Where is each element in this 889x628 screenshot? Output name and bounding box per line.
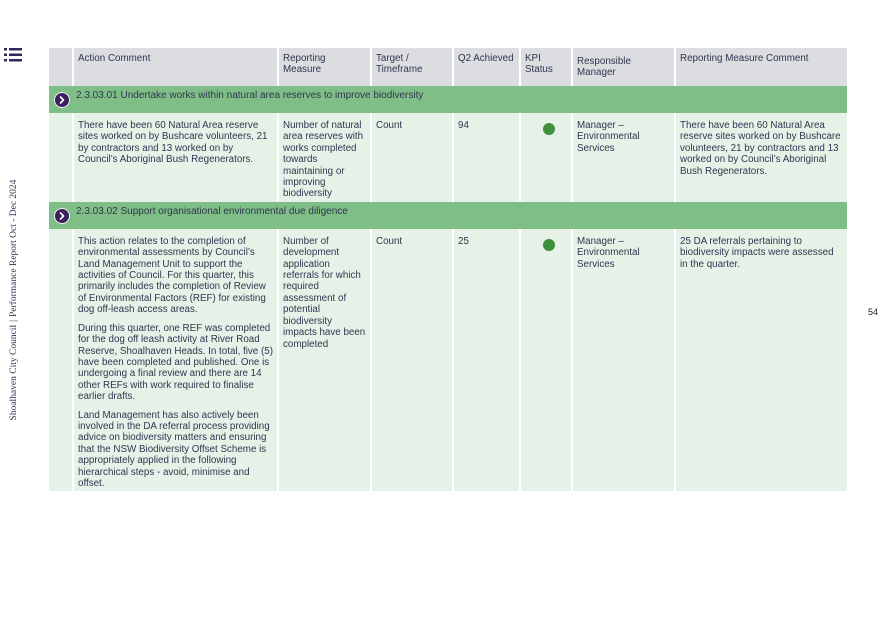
council-name: Shoalhaven City Council [9, 324, 19, 421]
table-row [49, 113, 847, 202]
cell-reporting-measure: Number of development application referrals for which required assessment of potential biodiversity impacts have been completed [278, 229, 371, 492]
page-number: 54 [868, 307, 879, 317]
cell-action-comment: There have been 60 Natural Area reserve sites worked on by Bushcare volunteers, 21 by contractors and 13 worked on by Council’s Aboriginal Bush Regenerators. [73, 113, 278, 202]
kpi-status-dot-icon [543, 123, 555, 135]
sidebar-report-title [9, 180, 19, 421]
chevron-right-icon[interactable] [54, 92, 70, 108]
cell-responsible-manager: Manager – Environmental Services [572, 229, 675, 492]
cell-q2-achieved: 94 [453, 113, 520, 202]
cell-reporting-measure: Number of natural area reserves with works completed towards maintaining or improving biodiversity [278, 113, 371, 202]
section-row [49, 86, 847, 113]
action-comment-paragraph: During this quarter, one REF was completed for the dog off leash activity at River Road Reserve, Shoalhaven Heads. In total, five (5) have been completed and published. One is undergoing a final review and there are 14 other REFs with work required to finalise earlier drafts. [78, 322, 273, 403]
cell-reporting-measure-comment: There have been 60 Natural Area reserve sites worked on by Bushcare volunteers, 21 by contractors and 13 worked on by Council’s Aboriginal Bush Regenerators. [675, 113, 847, 202]
row-icon-cell [49, 113, 73, 202]
section-title: 2.3.03.01 Undertake works within natural area reserves to improve biodiversity [76, 90, 424, 101]
cell-kpi-status [520, 229, 572, 492]
header-reporting-measure-comment: Reporting Measure Comment [675, 48, 847, 86]
kpi-status-dot-icon [543, 239, 555, 251]
header-target-timeframe: Target / Timeframe [371, 48, 453, 86]
section-title: 2.3.03.02 Support organisational environmental due diligence [76, 205, 348, 217]
report-name: Performance Report Oct - Dec 2024 [9, 179, 19, 317]
header-responsible-manager [572, 48, 675, 86]
section-header [49, 86, 847, 113]
cell-reporting-measure-comment: 25 DA referrals pertaining to biodiversity impacts were assessed in the quarter. [675, 229, 847, 492]
header-reporting-measure: Reporting Measure [278, 48, 371, 86]
section-row [49, 202, 847, 229]
cell-q2-achieved: 25 [453, 229, 520, 492]
header-responsible-manager-label: Responsible Manager [577, 56, 631, 79]
cell-responsible-manager: Manager – Environmental Services [572, 113, 675, 202]
table-row [49, 229, 847, 492]
action-comment-paragraph: Land Management has also actively been involved in the DA referral process providing advice on biodiversity matters and ensuring that the NSW Biodiversity Offset Scheme is appropriately applied in the following hierarchical steps - avoid, minimise and offset. [78, 409, 270, 489]
cell-action-comment [73, 229, 278, 492]
chevron-right-icon[interactable] [54, 208, 70, 224]
title-separator: | [9, 320, 19, 322]
header-kpi-status: KPI Status [520, 48, 572, 86]
action-comment-paragraph: This action relates to the completion of environmental assessments by Council’s Land Management Unit to support the activities of Council. For this quarter, this primarily includes the completion of Review of Environmental Factors (REF) for existing dog off-leash access areas. [78, 235, 266, 316]
cell-target-timeframe: Count [371, 229, 453, 492]
header-action-comment: Action Comment [73, 48, 278, 86]
list-menu-icon[interactable] [4, 47, 22, 63]
cell-target-timeframe: Count [371, 113, 453, 202]
row-icon-cell [49, 229, 73, 492]
table-header-row [49, 48, 847, 86]
kpi-table [49, 48, 847, 491]
header-q2-achieved: Q2 Achieved [453, 48, 520, 86]
header-icon-cell [49, 48, 73, 86]
section-header [49, 202, 847, 229]
cell-kpi-status [520, 113, 572, 202]
